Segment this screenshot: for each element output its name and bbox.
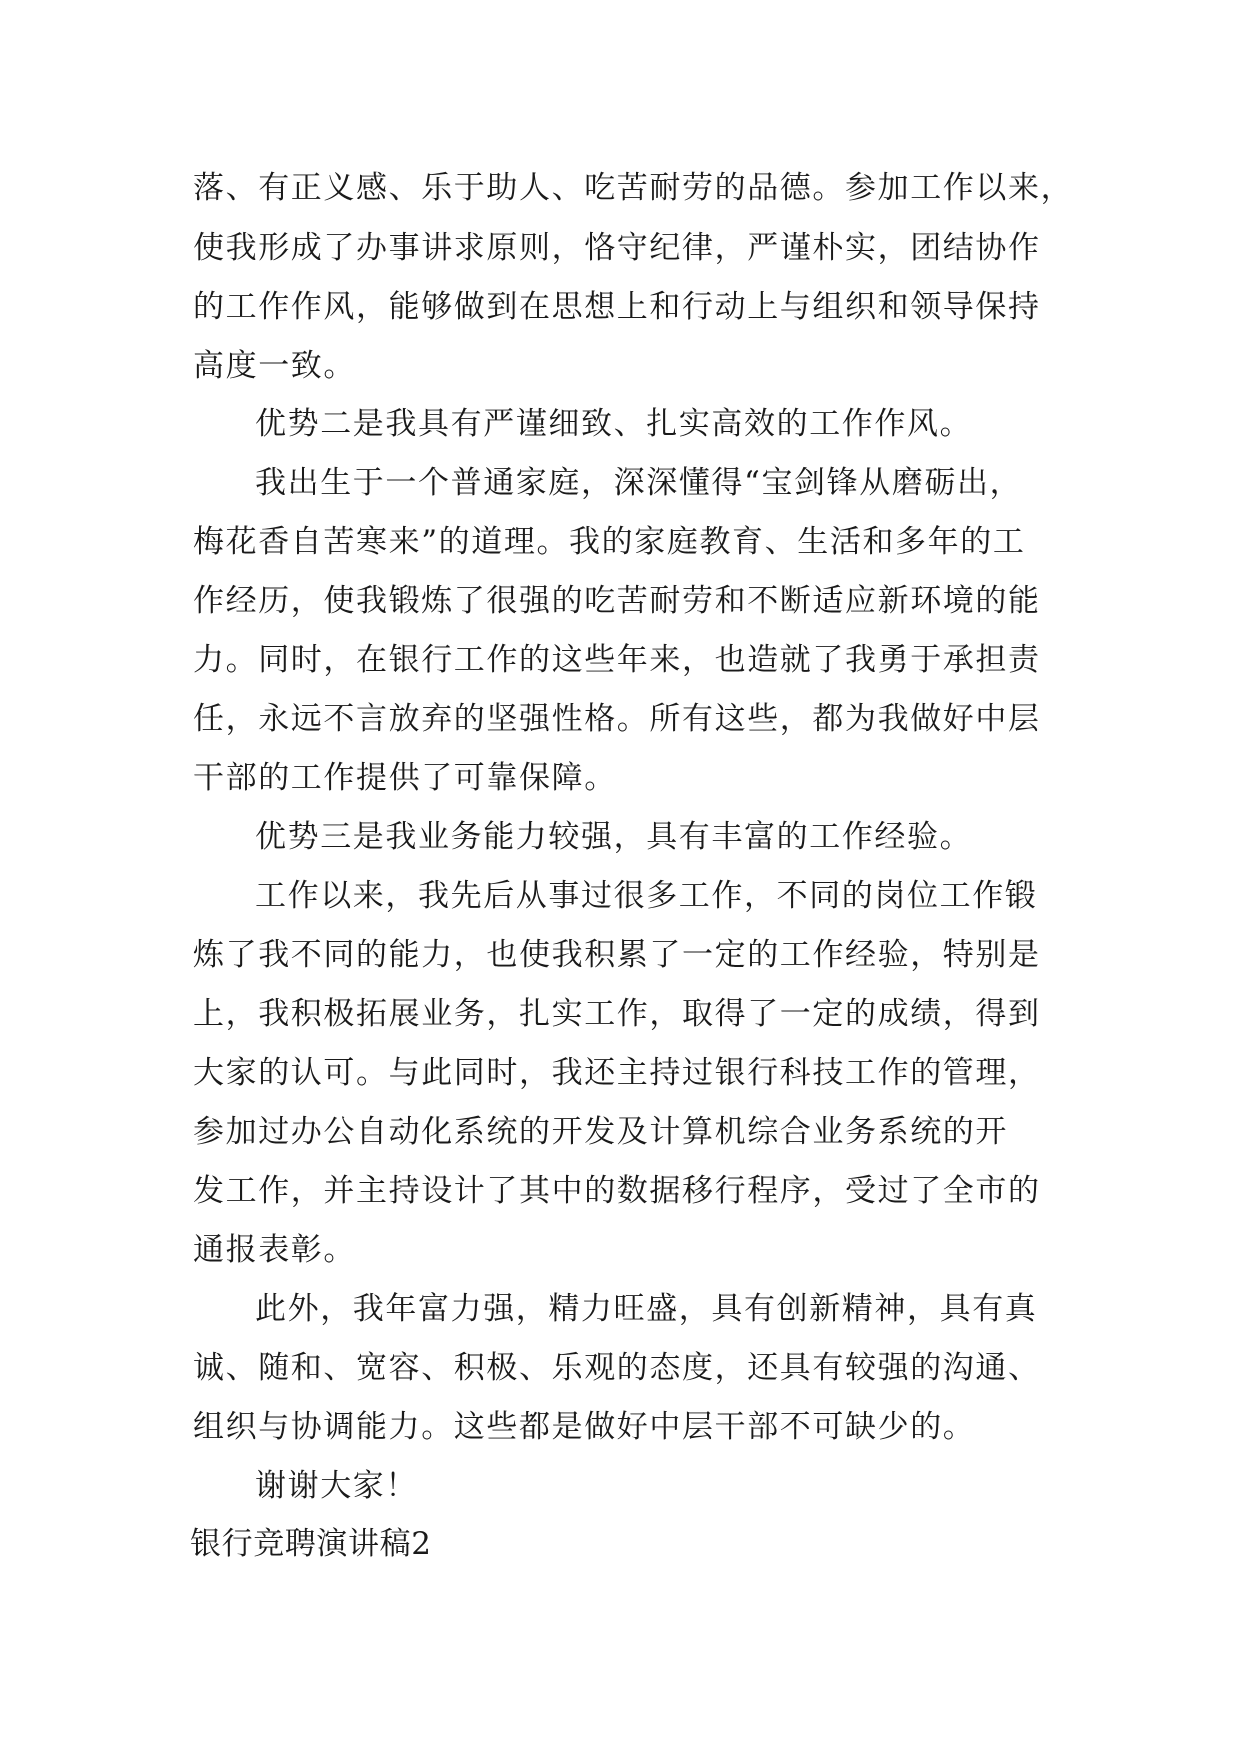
text-line: 高度一致。: [193, 348, 356, 384]
text-line: 我出生于一个普通家庭，深深懂得“宝剑锋从磨砺出，: [255, 465, 1023, 501]
text-line: 工作以来，我先后从事过很多工作，不同的岗位工作锻: [255, 878, 1038, 914]
text-line: 通报表彰。: [193, 1232, 356, 1268]
text-line: 参加过办公自动化系统的开发及计算机综合业务系统的开: [193, 1114, 1008, 1150]
text-line: 使我形成了办事讲求原则，恪守纪律，严谨朴实，团结协作: [193, 230, 1041, 266]
text-line: 上，我积极拓展业务，扎实工作，取得了一定的成绩，得到: [193, 996, 1041, 1032]
text-line: 诚、随和、宽容、积极、乐观的态度，还具有较强的沟通、: [193, 1350, 1041, 1386]
text-line: 谢谢大家！: [255, 1468, 418, 1504]
text-line: 梅花香自苦寒来”的道理。我的家庭教育、生活和多年的工: [193, 524, 1026, 560]
text-line: 大家的认可。与此同时，我还主持过银行科技工作的管理，: [193, 1055, 1041, 1091]
text-line: 作经历，使我锻炼了很强的吃苦耐劳和不断适应新环境的能: [193, 583, 1041, 619]
text-line: 干部的工作提供了可靠保障。: [193, 760, 617, 796]
text-line: 优势二是我具有严谨细致、扎实高效的工作作风。: [255, 406, 973, 442]
text-line: 此外，我年富力强，精力旺盛，具有创新精神，具有真: [255, 1291, 1038, 1327]
section-title: 银行竞聘演讲稿2: [190, 1526, 432, 1562]
text-line: 炼了我不同的能力，也使我积累了一定的工作经验，特别是: [193, 937, 1041, 973]
text-line: 任，永远不言放弃的坚强性格。所有这些，都为我做好中层: [193, 701, 1041, 737]
text-line: 组织与协调能力。这些都是做好中层干部不可缺少的。: [193, 1409, 976, 1445]
text-line: 落、有正义感、乐于助人、吃苦耐劳的品德。参加工作以来，: [193, 170, 1074, 206]
text-line: 发工作，并主持设计了其中的数据移行程序，受过了全市的: [193, 1173, 1041, 1209]
text-line: 力。同时，在银行工作的这些年来，也造就了我勇于承担责: [193, 642, 1041, 678]
text-line: 的工作作风，能够做到在思想上和行动上与组织和领导保持: [193, 289, 1041, 325]
text-line: 优势三是我业务能力较强，具有丰富的工作经验。: [255, 819, 973, 855]
